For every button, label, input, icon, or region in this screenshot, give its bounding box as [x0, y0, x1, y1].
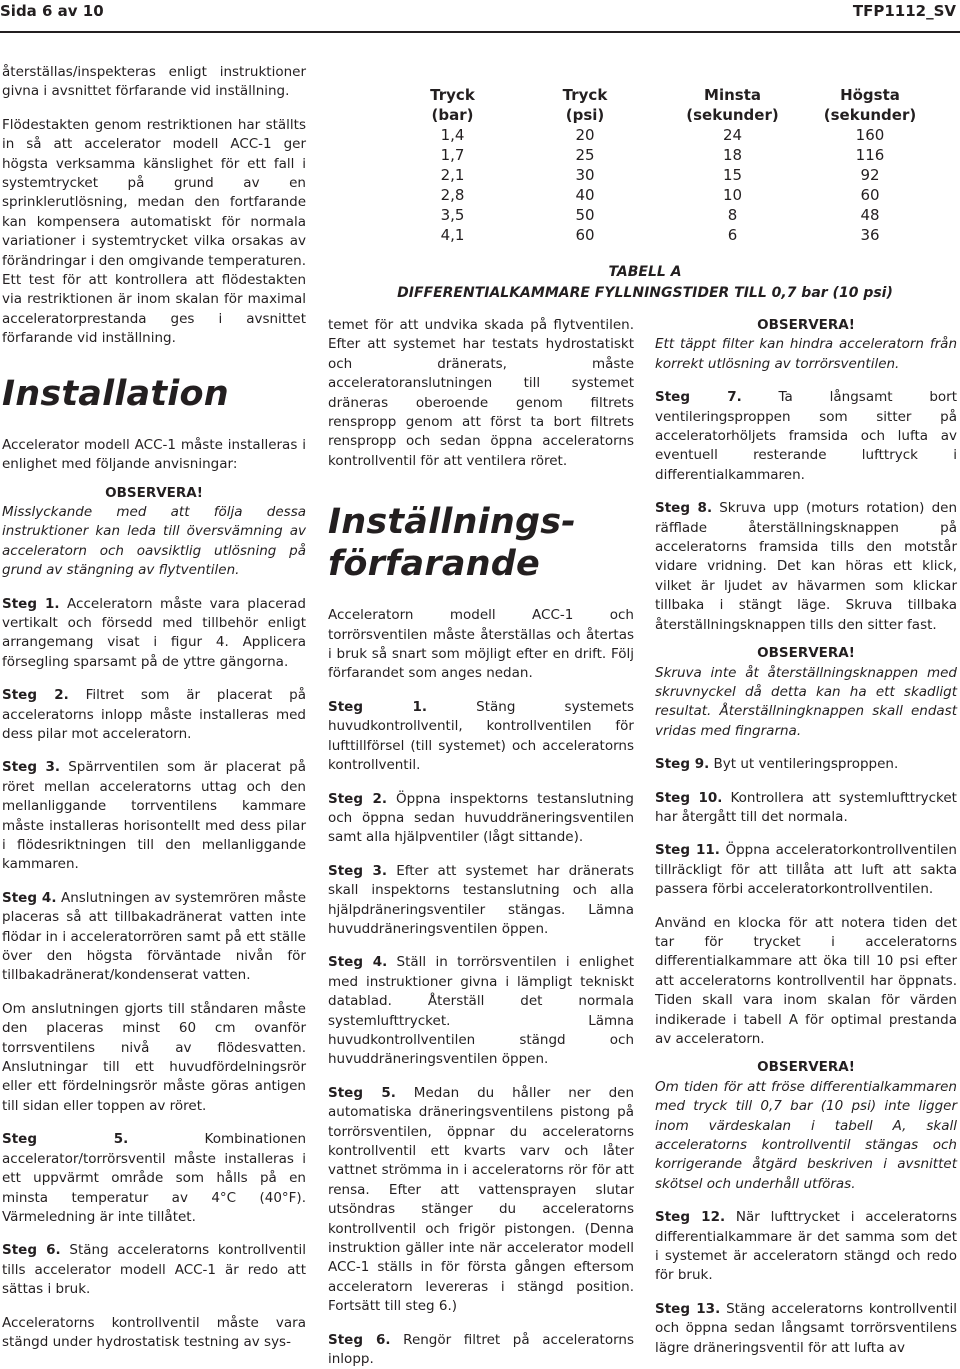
setup-step-13	[655, 1300, 957, 1358]
table-header-unit: (psi)	[565, 106, 605, 124]
column-right	[655, 316, 957, 1358]
step-label: Steg 7.	[655, 389, 742, 406]
step-text: Kombinationen accelerator/torrörsventil måste installeras i ett uppvärmt område som hålls på en minsta temperatur av 4°C (40°F). Värmeledning är inte tillåtet.	[2, 1131, 307, 1225]
table-caption	[330, 262, 960, 304]
step-text: Anslutningen av systemrören måste placeras så att tillbakadränerat vatten inte flödar in i acceleratorrören samt på ett ställe över den högsta förväntade nivån för tillbakadränerat/kondenserat vatten.	[2, 889, 307, 984]
step-label: Steg 6.	[2, 1242, 61, 1259]
heading-setup-procedure	[328, 501, 634, 585]
warning-text: Misslyckande med att följa dessa instruktioner kan leda till översvämning av acceleratorn och oavsiktlig utlösning på grund av stängning av flytventilen.	[2, 503, 306, 579]
setup-step-3	[328, 862, 634, 940]
heading-line: förfarande	[328, 544, 540, 585]
table-column	[810, 85, 930, 245]
step-text: Spärrventilen som är placerat på röret mellan acceleratorns uttag och den mellanliggande torrventilens kammare måste installeras horisontellt med dess pilar i flödesriktningen till den mellanliggande kammaren.	[2, 759, 307, 873]
table-cell: 30	[575, 166, 595, 184]
paragraph-setup-intro: Acceleratorn modell ACC-1 och torrörsventilen måste återställas och återtas i bruk så snart som möjligt efter en drift. Följ förfarandet som anges nedan.	[328, 607, 634, 682]
install-step-5	[2, 1130, 306, 1227]
warning-label: OBSERVERA!	[757, 317, 855, 333]
install-step-4	[2, 889, 306, 986]
table-cell: 4,1	[440, 226, 465, 244]
table-cell: 2,8	[440, 186, 465, 204]
table-header-unit: (sekunder)	[686, 106, 779, 124]
warning-text: Skruva inte åt återställningsknappen med skruvnyckel då detta kan ha ett skadligt resultat. Återställningknappen skall endast vridas med fingrarna.	[655, 664, 957, 739]
step-text: Stäng acceleratorns kontrollventil tills accelerator modell ACC-1 är redo att sättas i bruk.	[2, 1242, 306, 1298]
paragraph-hydrostatic: Acceleratorns kontrollventil måste vara stängd under hydrostatisk testning av sys-	[2, 1314, 306, 1350]
table-header: Minsta	[704, 86, 761, 104]
table-cell: 1,4	[440, 126, 465, 144]
paragraph-timing: Använd en klocka för att notera tiden det tar för trycket i acceleratorns differentialkammare att öka till 10 psi efter att acceleratorns kontrollventil har öppnats. Tiden skall vara inom skalan för värden indikerade i tabell A för optimal prestanda av acceleratorn.	[655, 914, 957, 1047]
step-label: Steg 2.	[2, 687, 69, 704]
setup-step-9	[655, 755, 957, 774]
paragraph-intro: återställas/inspekteras enligt instruktioner givna i avsnittet förfarande vid inställning.	[2, 64, 306, 100]
table-cell: 3,5	[440, 206, 465, 224]
step-text: Ställ in torrörsventilen i enlighet med instruktioner givna i lämpligt tekniskt datablad. Återställ det normala systemlufttrycket. Lämna huvudkontrollventilen stängd och huvuddräneringsventilen öppen.	[328, 954, 635, 1068]
column-middle	[328, 316, 634, 1369]
setup-step-8	[655, 499, 957, 635]
step-text: Öppna inspektorns testanslutning och öppna sedan huvuddräneringsventilen samt alla hjälpventiler (lågt sittande).	[328, 790, 634, 846]
table-cell: 48	[860, 206, 880, 224]
step-text: Kontrollera att systemlufttrycket har återgått till det normala.	[655, 789, 957, 825]
table-cell: 160	[855, 126, 885, 144]
table-cell: 8	[727, 206, 738, 224]
page-number: Sida 6 av 10	[0, 2, 104, 20]
setup-step-1	[328, 698, 634, 776]
table-cell: 25	[575, 146, 595, 164]
table-header: Tryck	[430, 86, 475, 104]
step-label: Steg 5.	[328, 1084, 396, 1101]
step-text: Filtret som är placerat på acceleratorns inlopp måste installeras med dess pilar mot acceleratorn.	[2, 687, 307, 742]
table-column	[390, 85, 515, 245]
table-caption-text: DIFFERENTIALKAMMARE FYLLNINGSTIDER TILL 0,7 bar (10 psi)	[397, 285, 893, 301]
warning-label: OBSERVERA!	[105, 484, 203, 501]
table-cell: 15	[722, 166, 743, 184]
table-cell: 36	[860, 226, 880, 244]
step-label: Steg 11.	[655, 842, 720, 859]
warning-label: OBSERVERA!	[757, 645, 855, 662]
step-text: Stäng acceleratorns kontrollventil och öppna sedan långsamt torrörsventilens lägre dräneringsventil för att lufta av	[655, 1300, 957, 1356]
step-text: Byt ut ventileringsproppen.	[713, 756, 899, 773]
document-id: TFP1112_SV	[852, 2, 956, 20]
install-step-3	[2, 758, 306, 874]
table-cell: 40	[575, 186, 595, 204]
header-rule	[0, 31, 960, 33]
warning-label: OBSERVERA!	[757, 1059, 855, 1076]
setup-step-12	[655, 1208, 957, 1286]
step-text: Medan du håller ner den automatiska dräneringsventilens pistong på torrörsventilen, öppnar du acceleratorns kontrollventil ett kvarts varv och låter vattnet strömma in i acceleratorns rör för att rensa. Efter att vattensprayen slutar utsöndras stänger du acceleratorns kontrollventil och frigör pistongen. (Denna instruktion gäller inte när accelerator modell ACC-1 ställs in för första gången eftersom acceleratorn levereras i stängd position. Fortsätt till steg 6.)	[328, 1084, 635, 1315]
warning-text: Ett täppt filter kan hindra acceleratorn från korrekt utlösning av torrörsventilen.	[655, 336, 957, 372]
step-text: Ta långsamt bort ventileringsproppen som sitter på acceleratorhöljets framsida och lufta av eventuell resterande lufttryck i differentialkammaren.	[655, 389, 958, 483]
paragraph-install-intro: Accelerator modell ACC-1 måste installeras i enlighet med följande anvisningar:	[2, 436, 306, 473]
table-caption-title: TABELL A	[608, 264, 682, 280]
table-cell: 20	[575, 126, 595, 144]
table-column	[515, 85, 655, 245]
table-header: Högsta	[840, 86, 900, 104]
install-step-6	[2, 1241, 306, 1299]
table-cell: 92	[860, 166, 880, 184]
table-cell: 50	[575, 206, 595, 224]
step-label: Steg 3.	[328, 862, 388, 879]
step-text: Rengör filtret på acceleratorns inlopp.	[328, 1331, 635, 1368]
step-label: Steg 4.	[2, 889, 57, 906]
install-step-1	[2, 595, 306, 673]
table-cell: 60	[575, 226, 595, 244]
setup-step-4	[328, 953, 634, 1069]
paragraph-hydrostatic-cont: temet för att undvika skada på flytventilen. Efter att systemet har testats hydrostatiskt och dränerats, måste acceleratoranslutningen till systemet dräneras oberoende genom filtrets renspropp genom att först ta bort filtrets renspropp och sedan öppna acceleratorns kontrollventil för att ventilera röret.	[328, 317, 634, 469]
step-label: Steg 13.	[655, 1300, 721, 1317]
step-text: Efter att systemet har dränerats skall inspektorns testanslutning och alla hjälpdräneringsventiler stängas. Lämna huvuddräneringsventilen öppen.	[328, 862, 635, 937]
step-label: Steg 3.	[2, 759, 61, 776]
step-label: Steg 4.	[328, 954, 388, 971]
table-header: Tryck	[562, 86, 608, 104]
step-text: Skruva upp (moturs rotation) den räfflade återställningsknappen på acceleratorns framsida tills den motstår vidare vridning. Det kan höras ett klick, vilket är ljudet av hävarmen som klickar tillbaka i stängt läge. Skruva tillbaka återställningsknappen tills den sitter fast.	[655, 500, 958, 633]
step-label: Steg 1.	[2, 595, 60, 612]
table-header-unit: (sekunder)	[823, 106, 917, 124]
step-label: Steg 6.	[328, 1331, 391, 1348]
step-text: Acceleratorn måste vara placerad vertikalt och försedd med tillbehör enligt arrangemang visat i figur 4. Applicera försegling sparsamt på de yttre gängorna.	[2, 595, 307, 670]
setup-step-7	[655, 388, 957, 485]
setup-step-11	[655, 841, 957, 899]
table-cell: 60	[860, 186, 880, 204]
table-a	[390, 85, 930, 245]
table-header-unit: (bar)	[431, 106, 474, 124]
heading-line: Inställnings-	[328, 502, 576, 543]
table-cell: 10	[722, 186, 743, 204]
step-text: Öppna acceleratorkontrollventilen tillräckligt för att tillåta att luft att sakta passera förbi acceleratorkontrollventilen.	[655, 842, 957, 898]
setup-step-5	[328, 1084, 634, 1317]
step-label: Steg 9.	[655, 756, 710, 773]
install-step-2	[2, 686, 306, 744]
paragraph-flow-rate: Flödestakten genom restriktionen har ställts in så att accelerator modell ACC-1 ger högsta verksamma känslighet för ett fall i systemtrycket på grund av en sprinklerutlösning, medan den fortfarande kan kompensera automatiskt för normala variationer i systemtrycket vilka orsakas av förändringar i den omgivande temperaturen. Ett test för att kontrollera att flödestakten via restriktionen är inom skalan för maximal acceleratorprestanda ges i avsnittet förfarande vid inställning.	[2, 116, 306, 347]
step-label: Steg 12.	[655, 1209, 726, 1226]
table-cell: 18	[722, 146, 743, 164]
table-cell: 116	[855, 146, 885, 164]
warning-text: Om tiden för att fröse differentialkammaren med tryck till 0,7 bar (10 psi) inte ligger inom värdeskalan i tabell A, skall acceleratorns kontrollventil stängas och korrigerande åtgärd beskriven i avsnittet skötsel och underhåll utföras.	[655, 1078, 957, 1192]
heading-installation: Installation	[2, 373, 229, 414]
step-text: När lufttrycket i acceleratorns differentialkammare är det samma som det i systemet är acceleratorn stängd och redo för bruk.	[655, 1209, 957, 1284]
step-label: Steg 8.	[655, 500, 713, 517]
table-cell: 2,1	[440, 166, 465, 184]
setup-step-2	[328, 790, 634, 848]
step-text: Stäng systemets huvudkontrollventil, kontrollventilen för lufttillförsel (till systemet) och acceleratorns kontrollventil.	[328, 698, 634, 774]
step-label: Steg 10.	[655, 789, 723, 806]
paragraph-standpipe: Om anslutningen gjorts till ståndaren måste den placeras minst 60 cm ovanför torrsventilens nivå av flödesvatten. Anslutningar till ett huvudfördelningsrör eller ett fördelningsrör måste göras antigen till sidan eller toppen av röret.	[2, 1000, 306, 1114]
table-column	[655, 85, 810, 245]
step-label: Steg 1.	[328, 698, 428, 715]
setup-step-10	[655, 789, 957, 828]
table-cell: 6	[727, 226, 738, 244]
setup-step-6	[328, 1331, 634, 1369]
step-label: Steg 2.	[328, 790, 387, 807]
table-cell: 24	[722, 126, 743, 144]
column-left	[2, 63, 306, 1352]
table-cell: 1,7	[440, 146, 465, 164]
step-label: Steg 5.	[2, 1131, 129, 1148]
